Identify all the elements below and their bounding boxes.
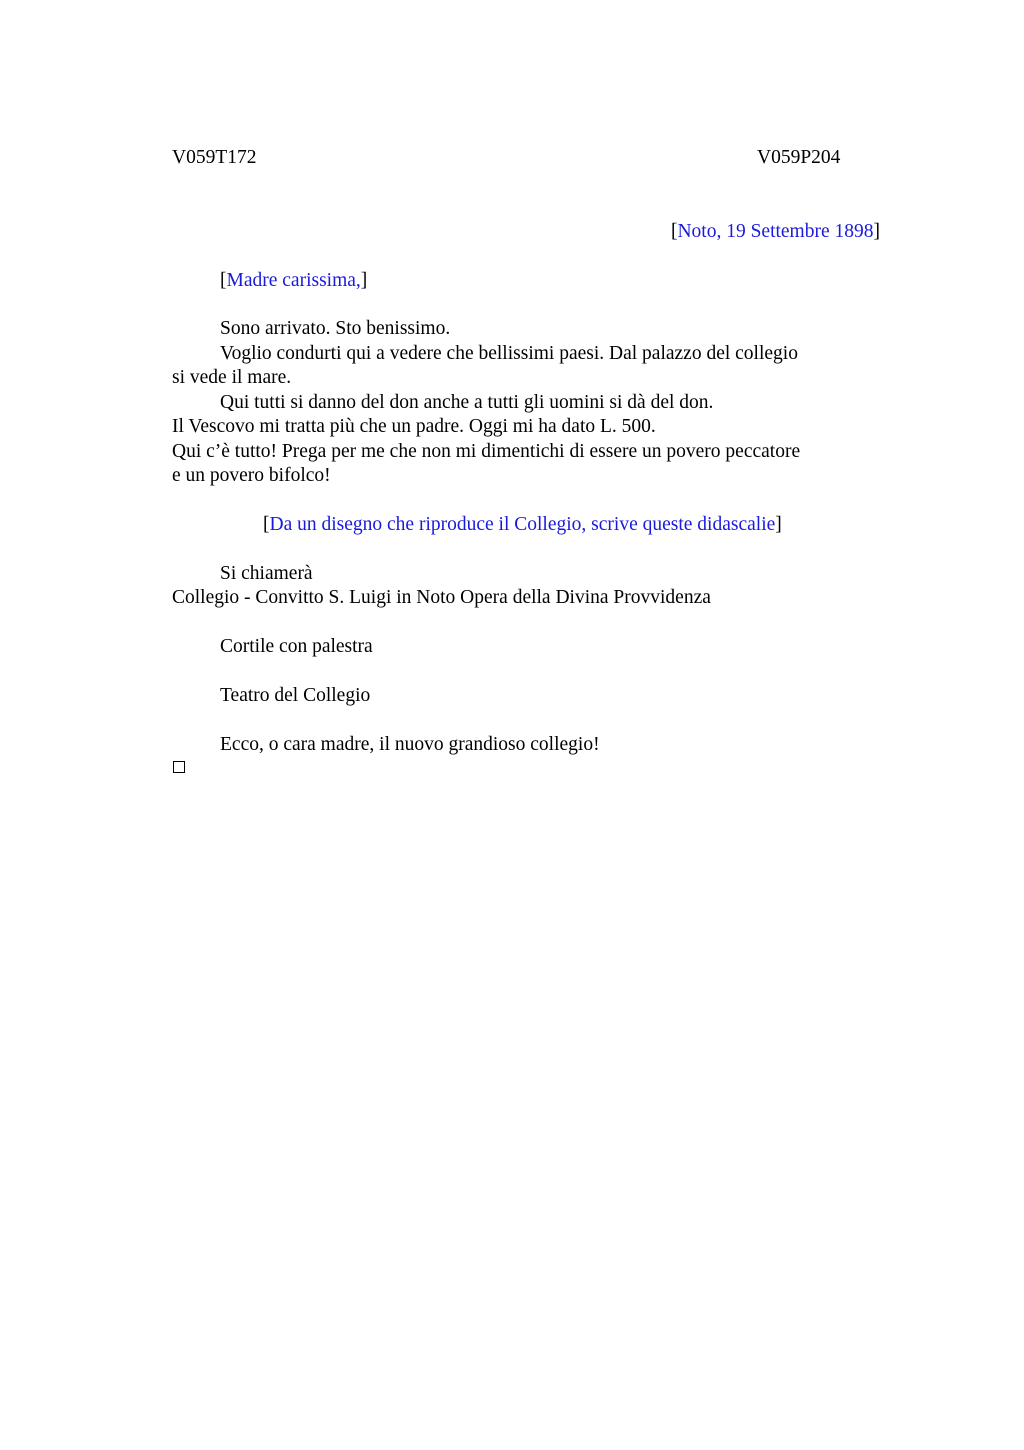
dateline-close-bracket: ]: [873, 221, 880, 242]
body-line: Qui tutti si danno del don anche a tutti gli uomini si dà del don.: [220, 392, 714, 413]
editorial-note-open-bracket: [: [263, 514, 270, 535]
caption-line: Cortile con palestra: [220, 636, 373, 657]
dateline: [671, 220, 880, 244]
header-left-code: V059T172: [172, 147, 257, 168]
caption-line: Si chiamerà: [220, 563, 313, 584]
body-line: Il Vescovo mi tratta più che un padre. Oggi mi ha dato L. 500.: [172, 416, 656, 437]
body-line: si vede il mare.: [172, 367, 292, 388]
caption-line: Collegio - Convitto S. Luigi in Noto Opera della Divina Provvidenza: [172, 587, 711, 608]
square-outline-icon: [173, 761, 185, 773]
editorial-note-text: Da un disegno che riproduce il Collegio, scrive queste didascalie: [269, 514, 776, 535]
body-line: Qui c’è tutto! Prega per me che non mi dimentichi di essere un povero peccatore: [172, 441, 801, 462]
salutation-close-bracket: ]: [360, 270, 368, 291]
dateline-open-bracket: [: [670, 221, 678, 242]
salutation-text: Madre carissima,: [226, 270, 361, 291]
salutation: [220, 269, 367, 293]
editorial-note: [263, 513, 782, 537]
body-line: e un povero bifolco!: [172, 465, 331, 486]
caption-line: Teatro del Collegio: [220, 685, 371, 706]
dateline-text: Noto, 19 Settembre 1898: [677, 221, 874, 242]
editorial-note-close-bracket: ]: [775, 514, 782, 535]
salutation-open-bracket: [: [220, 270, 227, 291]
header-right-code: V059P204: [757, 147, 841, 168]
body-line: Sono arrivato. Sto benissimo.: [220, 318, 451, 339]
body-line: Voglio condurti qui a vedere che bellissimi paesi. Dal palazzo del collegio: [220, 343, 798, 364]
caption-line: Ecco, o cara madre, il nuovo grandioso collegio!: [220, 734, 600, 755]
